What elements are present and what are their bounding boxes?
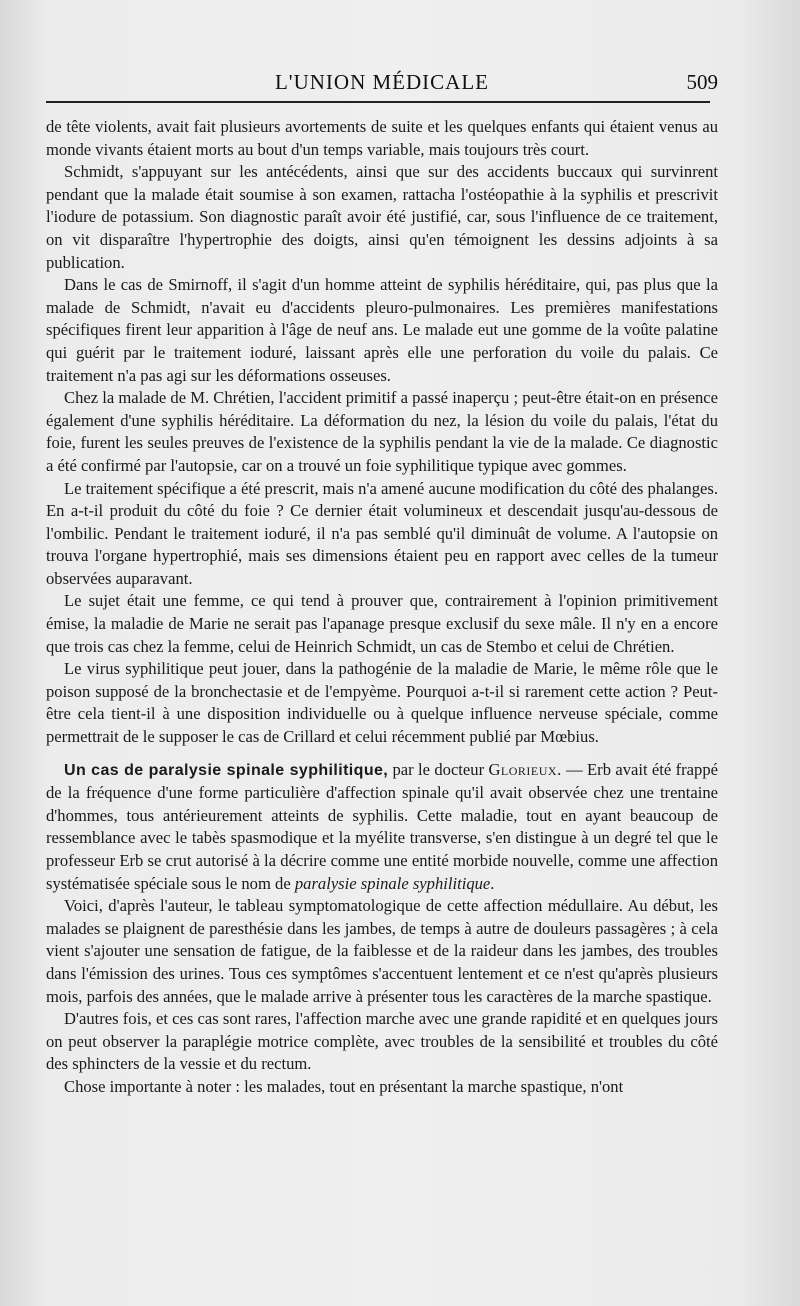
paragraph: Le virus syphilitique peut jouer, dans la pathogénie de la maladie de Marie, le même rôle que le poison supposé de la bronchectasie et de l'empyème. Pourquoi a-t-il si rarement cette action ? Peut-être cela tient-il à une disposition individuelle ou à quelque influence nerveuse spéciale, comme permettrait de le supposer le cas de Crillard et celui récemment publié par Mœbius. xyxy=(46,659,718,747)
byline-prefix: par le docteur xyxy=(392,759,485,779)
paragraph: Voici, d'après l'auteur, le tableau symptomatologique de cette affection médullaire. Au début, les malades se plaignent de paresthésie dans les jambes, de temps à autre de douleurs passagères ; à cela vient s'ajouter une sensation de fatigue, de la faiblesse et de la raideur dans les jambes, des troubles dans l'émission des urines. Tous ces symptômes s'accentuent lentement et ce n'est qu'après plusieurs mois, parfois des années, que le malade arrive à présenter tous les caractères de la marche spastique. xyxy=(46,896,718,1006)
paragraph: Dans le cas de Smirnoff, il s'agit d'un homme atteint de syphilis héréditaire, qui, pas plus que la malade de Schmidt, n'avait eu d'accidents pleuro-pulmonaires. Les premières manifestations spécifiques firent leur apparition à l'âge de neuf ans. Le malade eut une gomme de la voûte palatine qui guérit par le traitement ioduré, laissant après elle une perforation du voile du palais. Ce traitement n'a pas agi sur les déformations osseuses. xyxy=(46,275,718,385)
header-rule xyxy=(46,101,710,103)
section-heading: Un cas de paralysie spinale syphilitique, xyxy=(64,761,389,779)
page-number: 509 xyxy=(686,70,718,94)
end-punctuation: . xyxy=(490,873,495,893)
journal-title: L'UNION MÉDICALE xyxy=(274,70,489,94)
paragraph: Chose importante à noter : les malades, tout en présentant la marche spastique, n'ont xyxy=(64,1076,624,1096)
paragraph: Le traitement spécifique a été prescrit, mais n'a amené aucune modification du côté des phalanges. En a-t-il produit du côté du foie ? Ce dernier était volumineux et descendait jusqu'au-dessous de l'ombilic. Pendant le traitement ioduré, il n'a pas semblé qu'il diminuât de volume. A l'autopsie on trouva l'organe hypertrophié, mais ses dimensions étaient peu en rapport avec celles de la tumeur observées auparavant. xyxy=(46,478,718,588)
section-lead-text: — Erb avait été frappé de la fréquence d'une forme particulière d'affection spinale qu'il avait observée chez une trentaine d'hommes, tous antérieurement atteints de syphilis. Cette maladie, tout en ayant beaucoup de ressemblance avec le tabès spasmodique et la myélite transverse, s'en distingue à un degré tel que le professeur Erb se crut autorisé à la décrire comme une entité morbide nouvelle, comme une affection systématisée spéciale sous le nom de xyxy=(46,759,718,893)
article-body xyxy=(46,116,718,1099)
paragraph: Schmidt, s'appuyant sur les antécédents, ainsi que sur des accidents buccaux qui survinrent pendant que la malade était soumise à son examen, rattacha l'ostéopathie à la syphilis et prescrivit l'iodure de potassium. Son diagnostic paraît avoir été justifié, car, sous l'influence de ce traitement, on vit disparaître l'hypertrophie des doigts, ainsi qu'en témoignent les dessins adjoints à sa publication. xyxy=(46,162,718,272)
section-paragraph xyxy=(46,759,718,896)
italic-term: paralysie spinale syphilitique xyxy=(294,873,491,893)
paragraph: de tête violents, avait fait plusieurs avortements de suite et les quelques enfants qui étaient venus au monde vivants étaient morts au bout d'un temps variable, mais toujours très court. xyxy=(46,117,718,159)
paragraph: Le sujet était une femme, ce qui tend à prouver que, contrairement à l'opinion primitivement émise, la maladie de Marie ne serait pas l'apanage presque exclusif du sexe mâle. Il n'y en a encore que trois cas chez la femme, celui de Heinrich Schmidt, un cas de Stembo et celui de Chrétien. xyxy=(46,591,718,656)
paragraph: D'autres fois, et ces cas sont rares, l'affection marche avec une grande rapidité et en quelques jours on peut observer la paraplégie motrice complète, avec troubles de la sensibilité et troubles du côté des sphincters de la vessie et du rectum. xyxy=(46,1009,718,1074)
paragraph: Chez la malade de M. Chrétien, l'accident primitif a passé inaperçu ; peut-être était-on en présence également d'une syphilis héréditaire. La déformation du nez, la lésion du voile du palais, l'état du foie, furent les seules preuves de l'existence de la syphilis pendant la vie de la malade. Ce diagnostic a été confirmé par l'autopsie, car on a trouvé un foie syphilitique typique avec gommes. xyxy=(46,388,719,475)
author-name: Glorieux. xyxy=(488,759,562,779)
running-head xyxy=(46,70,718,100)
